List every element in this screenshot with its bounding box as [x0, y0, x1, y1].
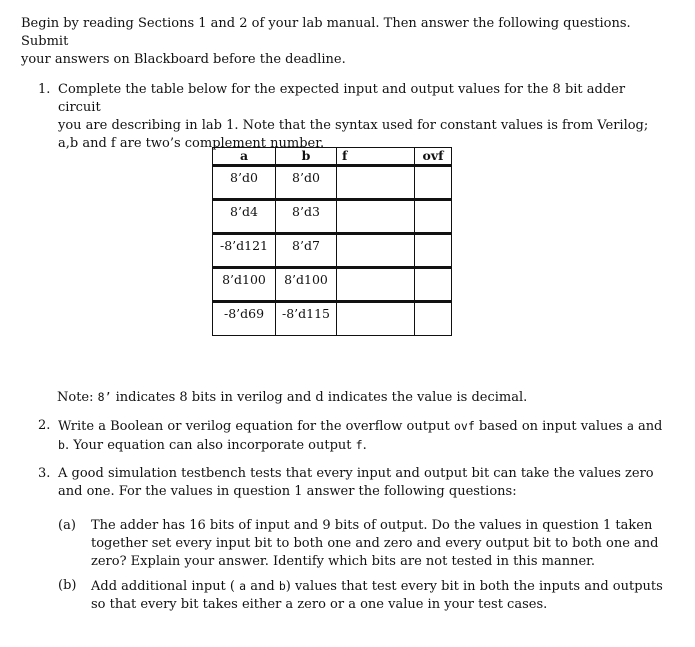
q3b-code-a: a [239, 579, 247, 593]
question-1-number: 1. [38, 82, 51, 97]
question-3b-label: (b) [58, 578, 77, 593]
header-f: f [337, 148, 415, 166]
table-row [213, 234, 452, 268]
question-2-text [58, 417, 662, 455]
note-prefix: Note: [57, 390, 94, 405]
cell-f[interactable] [337, 200, 415, 234]
cell-b: 8’d3 [276, 200, 337, 234]
cell-a: -8’d121 [213, 234, 276, 268]
intro-line-2: your answers on Blackboard before the deadline. [21, 52, 346, 67]
header-b: b [276, 148, 337, 166]
question-3-line-2: and one. For the values in question 1 answer the following questions: [58, 484, 517, 499]
header-a: a [213, 148, 276, 166]
intro-line-1: Begin by reading Sections 1 and 2 of your lab manual. Then answer the following questions. Submit [21, 16, 631, 49]
q2-code-f: f [355, 438, 363, 452]
cell-ovf[interactable] [415, 200, 452, 234]
question-3-line-1: A good simulation testbench tests that every input and output bit can take the values zero [58, 466, 654, 481]
q3b-text-2: and [250, 579, 275, 594]
question-2-number: 2. [38, 418, 51, 433]
cell-b: 8’d7 [276, 234, 337, 268]
question-3-number: 3. [38, 466, 51, 481]
question-2-line-1 [58, 417, 662, 436]
cell-a: 8’d100 [213, 268, 276, 302]
question-1-text [58, 81, 668, 153]
note [57, 388, 527, 407]
q3b-text-1: Add additional input ( [91, 579, 235, 594]
question-3a-line-3: zero? Explain your answer. Identify which bits are not tested in this manner. [91, 554, 596, 569]
q2-text-3: and [637, 419, 663, 434]
question-1-line-1: Complete the table below for the expected input and output values for the 8 bit adder circuit [58, 82, 626, 115]
note-text: indicates 8 bits in verilog and d indicates the value is decimal. [115, 390, 528, 405]
question-3a-text [91, 517, 658, 571]
q3b-text-3: ) values that test every bit in both the inputs and outputs [285, 579, 663, 594]
question-3b-line-1 [91, 577, 663, 596]
cell-f[interactable] [337, 166, 415, 200]
cell-b: -8’d115 [276, 302, 337, 336]
q2-text-2: based on input values [478, 419, 623, 434]
question-3a-line-1: The adder has 16 bits of input and 9 bits of output. Do the values in question 1 taken [91, 518, 653, 533]
question-2-line-2 [58, 436, 662, 455]
cell-ovf[interactable] [415, 234, 452, 268]
question-3a-line-2: together set every input bit to both one and zero and every output bit to both one and [91, 536, 659, 551]
q2-code-ovf: ovf [454, 419, 475, 433]
q2-text-1: Write a Boolean or verilog equation for the overflow output [58, 419, 450, 434]
table-row [213, 200, 452, 234]
cell-f[interactable] [337, 302, 415, 336]
adder-table [212, 147, 452, 336]
question-3a-label: (a) [58, 518, 76, 533]
table-row [213, 166, 452, 200]
header-ovf: ovf [415, 148, 452, 166]
table-row [213, 268, 452, 302]
cell-a: -8’d69 [213, 302, 276, 336]
question-3b-line-2: so that every bit takes either a zero or a one value in your test cases. [91, 597, 548, 612]
question-3-text [58, 465, 654, 501]
cell-b: 8’d0 [276, 166, 337, 200]
cell-a: 8’d4 [213, 200, 276, 234]
q3b-code-b: b [278, 579, 286, 593]
cell-b: 8’d100 [276, 268, 337, 302]
table-row [213, 302, 452, 336]
cell-ovf[interactable] [415, 268, 452, 302]
q2-text-4: . Your equation can also incorporate output [64, 438, 352, 453]
question-1-line-3: a,b and f are two’s complement number. [58, 136, 325, 151]
intro-paragraph [21, 15, 661, 69]
question-3b-text [91, 577, 663, 614]
cell-a: 8’d0 [213, 166, 276, 200]
table-header-row [213, 148, 452, 166]
note-code: 8’ [97, 390, 112, 404]
cell-f[interactable] [337, 268, 415, 302]
cell-ovf[interactable] [415, 302, 452, 336]
question-1-line-2: you are describing in lab 1. Note that the syntax used for constant values is from Verilog; [58, 118, 649, 133]
q2-code-a: a [626, 419, 634, 433]
q2-code-b: b [58, 438, 65, 452]
cell-ovf[interactable] [415, 166, 452, 200]
cell-f[interactable] [337, 234, 415, 268]
q2-text-5: . [362, 438, 367, 453]
